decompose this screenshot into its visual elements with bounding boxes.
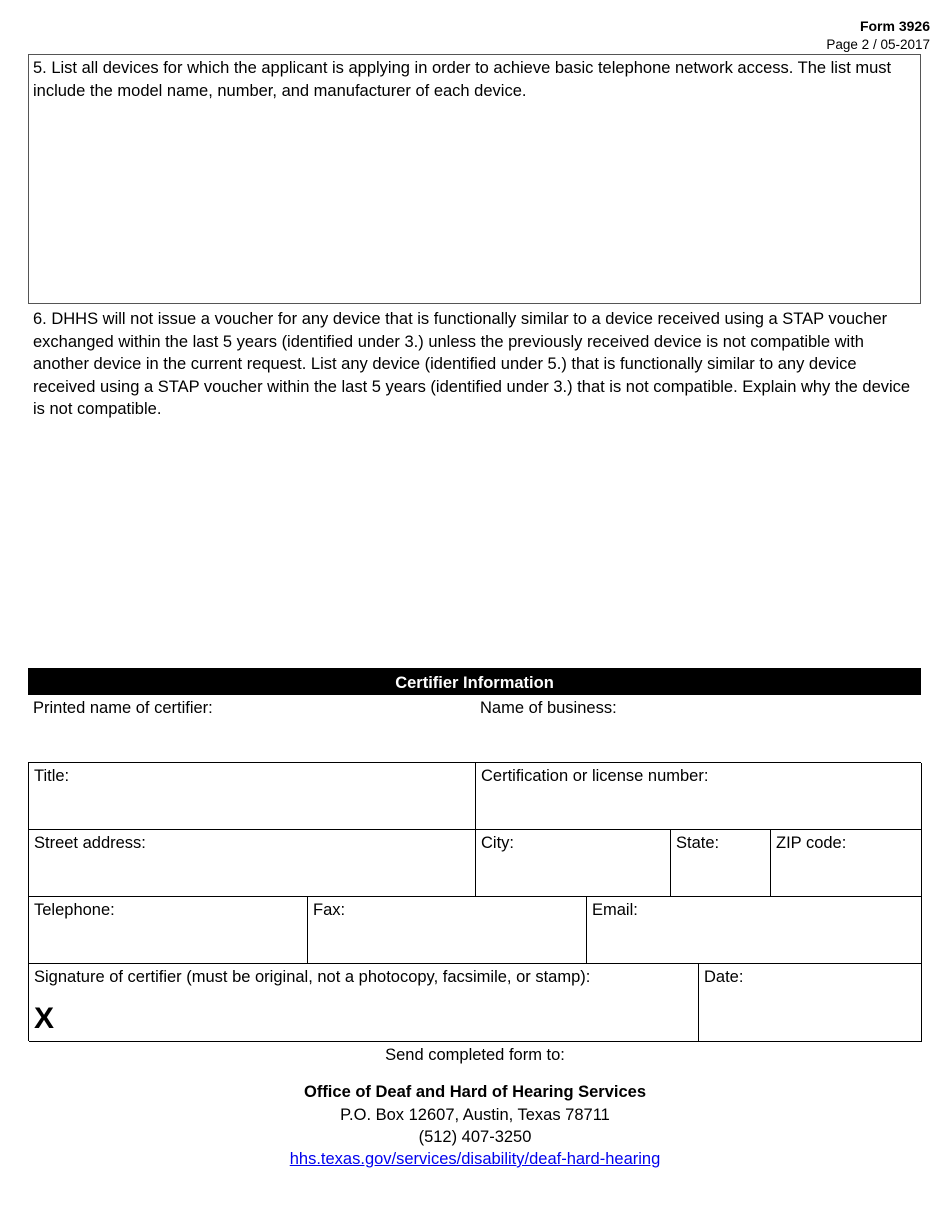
email-label: Email: xyxy=(592,901,638,919)
date-label: Date: xyxy=(704,968,744,986)
zip-code-label: ZIP code: xyxy=(776,834,847,852)
question5-text: 5. List all devices for which the applicant is applying in order to achieve basic telephone network access. The list must include the model name, number, and manufacturer of each device. xyxy=(33,59,892,100)
page-info: Page 2 / 05-2017 xyxy=(826,37,930,52)
license-number-field[interactable] xyxy=(476,763,922,830)
title-label: Title: xyxy=(34,767,70,785)
signature-field[interactable] xyxy=(29,964,699,1042)
form-number: Form 3926 xyxy=(859,18,930,34)
business-name-label: Name of business: xyxy=(480,699,617,717)
state-label: State: xyxy=(676,834,720,852)
city-label: City: xyxy=(481,834,514,852)
email-field[interactable] xyxy=(587,897,922,964)
send-to-text: Send completed form to: xyxy=(385,1046,565,1064)
zip-code-field[interactable] xyxy=(771,830,922,897)
telephone-label: Telephone: xyxy=(34,901,115,919)
telephone-field[interactable] xyxy=(29,897,308,964)
office-website-link[interactable]: hhs.texas.gov/services/disability/deaf-hard-hearing xyxy=(289,1150,661,1168)
license-number-label: Certification or license number: xyxy=(481,767,709,785)
office-name: Office of Deaf and Hard of Hearing Services xyxy=(303,1083,646,1101)
printed-name-field[interactable] xyxy=(28,720,468,758)
title-field[interactable] xyxy=(29,763,476,830)
city-field[interactable] xyxy=(476,830,671,897)
fax-label: Fax: xyxy=(313,901,346,919)
question6-answer-area[interactable] xyxy=(28,420,921,660)
certifier-section-title: Certifier Information xyxy=(28,668,921,695)
date-field[interactable] xyxy=(699,964,922,1042)
office-address: P.O. Box 12607, Austin, Texas 78711 xyxy=(340,1106,610,1124)
street-address-field[interactable] xyxy=(29,830,476,897)
printed-name-label: Printed name of certifier: xyxy=(33,699,213,717)
state-field[interactable] xyxy=(671,830,771,897)
signature-x-mark: X xyxy=(34,1002,55,1035)
fax-field[interactable] xyxy=(308,897,587,964)
office-phone: (512) 407-3250 xyxy=(418,1128,532,1146)
street-address-label: Street address: xyxy=(34,834,146,852)
business-name-field[interactable] xyxy=(475,720,921,758)
question6-text: 6. DHHS will not issue a voucher for any device that is functionally similar to a device received using a STAP voucher exchanged within the last 5 years (identified under 3.) unless the previously received device is not compatible with another device in the current request. List any device (identified under 5.) that is functionally similar to any device received using a STAP voucher within the last 5 years (identified under 3.) that is not compatible. Explain why the device is not compatible. xyxy=(33,310,911,418)
signature-label: Signature of certifier (must be original, not a photocopy, facsimile, or stamp): xyxy=(34,968,591,986)
